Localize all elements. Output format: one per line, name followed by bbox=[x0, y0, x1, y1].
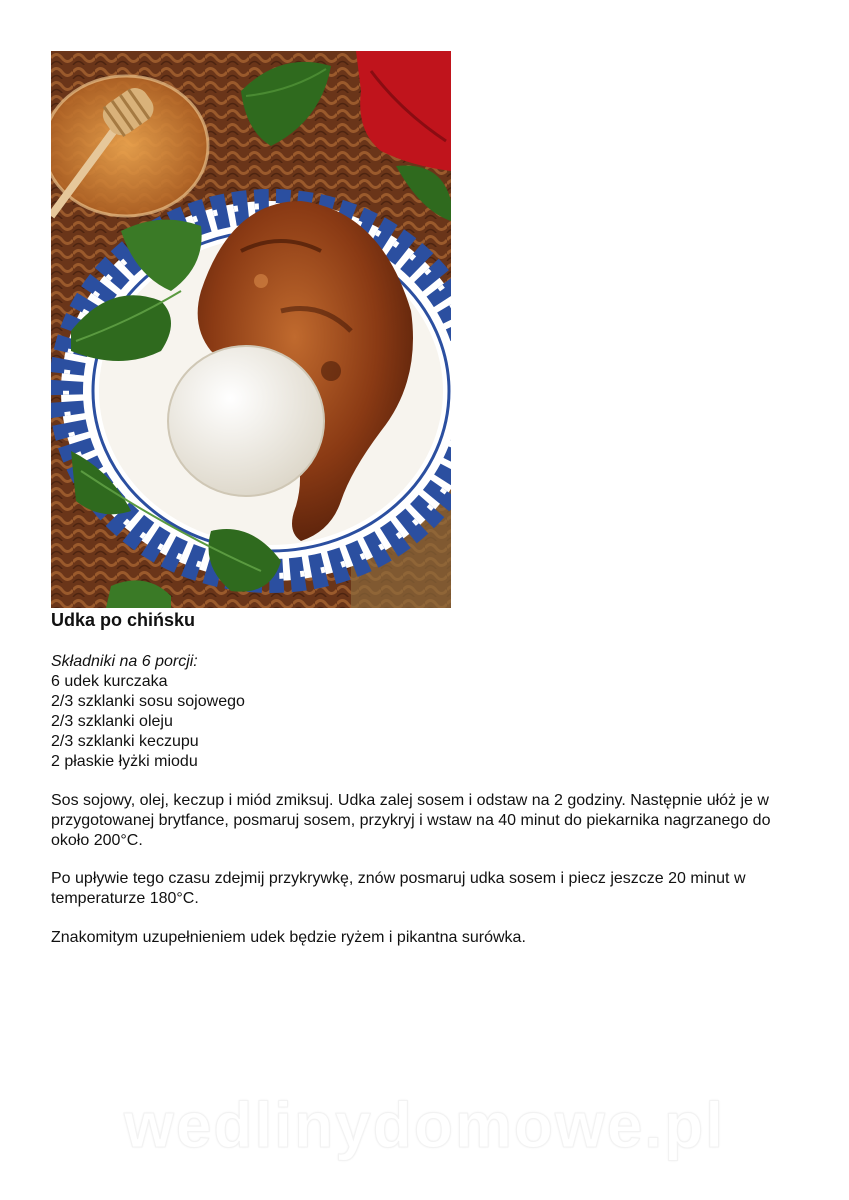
ingredient-item: 6 udek kurczaka bbox=[51, 673, 168, 690]
ingredient-item: 2/3 szklanki oleju bbox=[51, 713, 173, 730]
chicken-plate-illustration bbox=[51, 51, 451, 608]
watermark: wedlinydomowe.pl bbox=[124, 1089, 725, 1161]
instruction-paragraph: Znakomitym uzupełnieniem udek będzie ryżem i pikantna surówka. bbox=[51, 929, 526, 946]
recipe-photo bbox=[51, 51, 451, 608]
ingredient-item: 2 płaskie łyżki miodu bbox=[51, 753, 198, 770]
instruction-paragraph: Sos sojowy, olej, keczup i miód zmiksuj. Udka zalej sosem i odstaw na 2 godziny. Następnie ułóż je w przygotowanej brytfance, posmaruj sosem, przykryj i wstaw na 40 minut do piekarnika nagrzanego do około 200°C. bbox=[51, 792, 771, 849]
instruction-paragraph: Po upływie tego czasu zdejmij przykrywkę, znów posmaruj udka sosem i piecz jeszcze 20 minut w temperaturze 180°C. bbox=[51, 870, 746, 907]
ingredients-header: Składniki na 6 porcji: bbox=[51, 653, 198, 670]
ingredient-item: 2/3 szklanki sosu sojowego bbox=[51, 693, 245, 710]
ingredients-section bbox=[51, 652, 245, 772]
ingredients-list bbox=[51, 672, 245, 772]
ingredient-item: 2/3 szklanki keczupu bbox=[51, 733, 199, 750]
recipe-title: Udka po chińsku bbox=[51, 610, 196, 630]
